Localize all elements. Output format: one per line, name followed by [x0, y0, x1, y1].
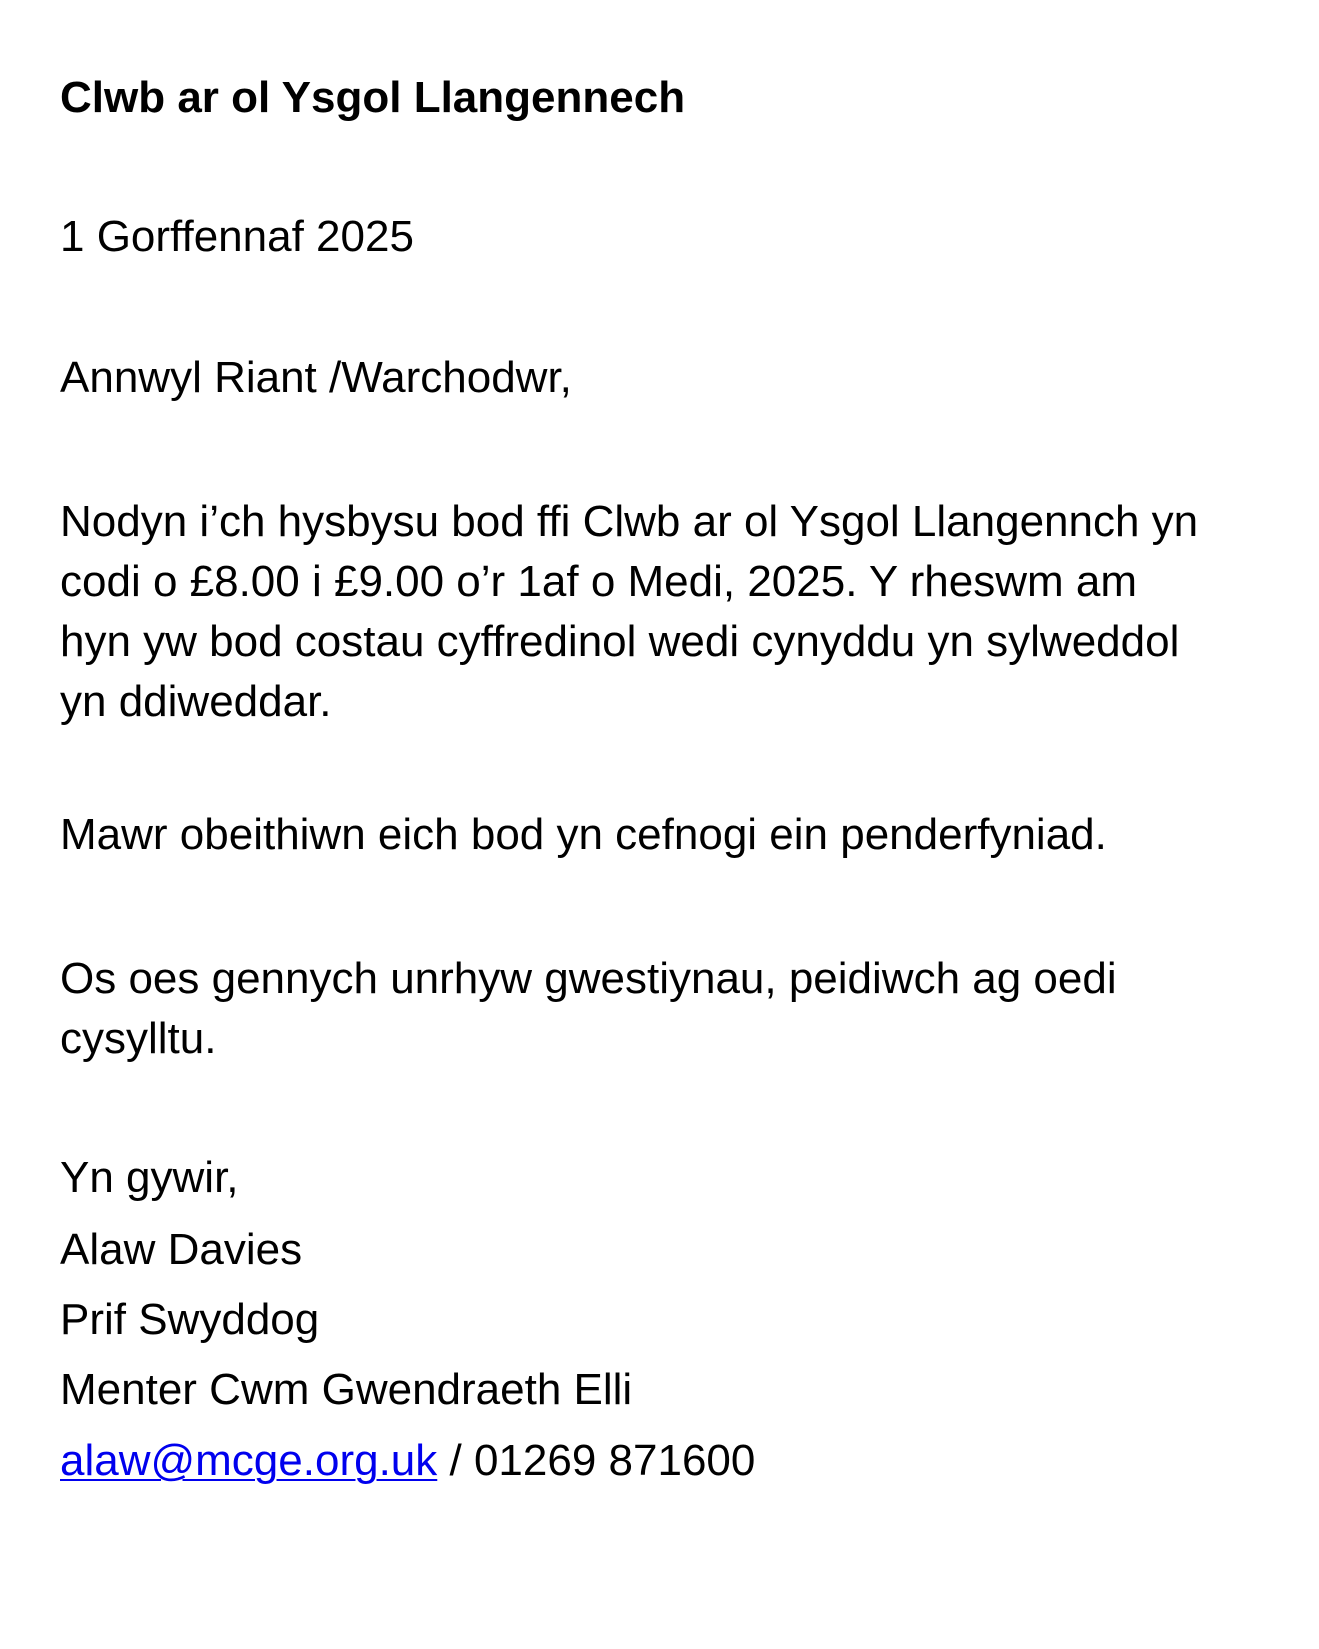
paragraph-fee-notice: Nodyn i’ch hysbysu bod ffi Clwb ar ol Ysgol Llangennch yn codi o £8.00 i £9.00 o’r 1af o Medi, 2025. Y rheswm am hyn yw bod costau cyffredinol wedi cynyddu yn sylweddol yn ddiweddar.: [60, 497, 1199, 726]
email-link[interactable]: alaw@mcge.org.uk: [60, 1436, 438, 1485]
letter-salutation: Annwyl Riant /Warchodwr,: [60, 353, 572, 402]
paragraph-questions: Os oes gennych unrhyw gwestiynau, peidiwch ag oedi cysylltu.: [60, 954, 1117, 1063]
contact-separator: /: [437, 1436, 474, 1485]
phone-number: 01269 871600: [473, 1436, 756, 1485]
paragraph-support: Mawr obeithiwn eich bod yn cefnogi ein penderfyniad.: [60, 810, 1107, 859]
letter-closing: Yn gywir,: [60, 1153, 239, 1202]
signatory-organisation: Menter Cwm Gwendraeth Elli: [60, 1365, 633, 1414]
letter-date: 1 Gorffennaf 2025: [60, 212, 414, 261]
signatory-role: Prif Swyddog: [60, 1295, 320, 1344]
contact-line: [60, 1433, 755, 1489]
signatory-name: Alaw Davies: [60, 1225, 303, 1274]
letter-heading: Clwb ar ol Ysgol Llangennech: [60, 73, 686, 122]
